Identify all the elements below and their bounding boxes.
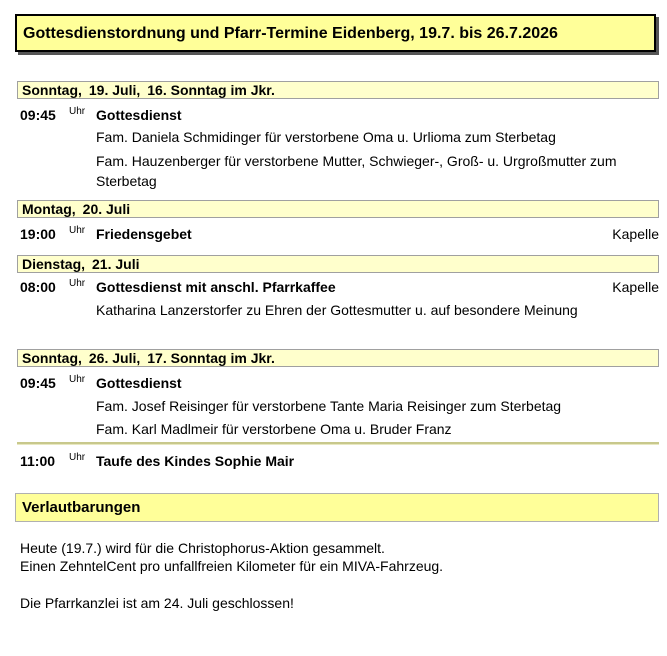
day-weekday: Montag, — [22, 201, 76, 217]
announcements-heading: Verlautbarungen — [15, 493, 659, 522]
event-time: 11:00 — [20, 453, 56, 469]
intention-item: Katharina Lanzerstorfer zu Ehren der Gottesmutter u. auf besondere Meinung — [96, 302, 578, 318]
page-title: Gottesdienstordnung und Pfarr-Termine Eidenberg, 19.7. bis 26.7.2026 — [15, 14, 656, 52]
day-date: 21. Juli — [92, 256, 140, 272]
event-title: Gottesdienst — [96, 107, 182, 123]
day-date: 20. Juli — [82, 201, 131, 217]
day-date: 26. Juli, — [88, 350, 141, 366]
uhr-label: Uhr — [69, 225, 86, 236]
day-header-sunday-19 — [17, 81, 659, 99]
event-place: Kapelle — [612, 279, 659, 295]
intention-item: Fam. Josef Reisinger für verstorbene Tante Maria Reisinger zum Sterbetag — [96, 398, 562, 414]
section-divider — [17, 442, 659, 445]
day-weekday: Dienstag, — [22, 256, 86, 272]
event-title: Gottesdienst mit anschl. Pfarrkaffee — [96, 279, 336, 295]
day-header-monday-20 — [17, 200, 659, 218]
day-weekday: Sonntag, — [22, 82, 82, 98]
uhr-label: Uhr — [69, 106, 86, 117]
intention-item: Fam. Hauzenberger für verstorbene Mutter, Schwieger-, Groß- u. Urgroßmutter zum Sterbetag — [96, 153, 617, 189]
event-time: 08:00 — [20, 279, 56, 295]
day-weekday: Sonntag, — [22, 350, 82, 366]
day-extra: 17. Sonntag im Jkr. — [147, 350, 275, 366]
intention-item: Fam. Karl Madlmeir für verstorbene Oma u. Bruder Franz — [96, 421, 452, 437]
day-extra: 16. Sonntag im Jkr. — [147, 82, 275, 98]
uhr-label: Uhr — [69, 374, 86, 385]
day-header-tuesday-21 — [17, 255, 659, 273]
announcement-line: Einen ZehntelCent pro unfallfreien Kilometer für ein MIVA-Fahrzeug. — [20, 558, 444, 574]
event-time: 19:00 — [20, 226, 56, 242]
announcement-line: Die Pfarrkanzlei ist am 24. Juli geschlossen! — [20, 595, 294, 611]
uhr-label: Uhr — [69, 278, 86, 289]
event-time: 09:45 — [20, 375, 56, 391]
event-title: Gottesdienst — [96, 375, 182, 391]
intention-item: Fam. Daniela Schmidinger für verstorbene Oma u. Urlioma zum Sterbetag — [96, 129, 556, 145]
event-title: Taufe des Kindes Sophie Mair — [96, 453, 295, 469]
event-title: Friedensgebet — [96, 226, 192, 242]
event-place: Kapelle — [612, 226, 659, 242]
uhr-label: Uhr — [69, 452, 86, 463]
announcement-line: Heute (19.7.) wird für die Christophorus-Aktion gesammelt. — [20, 540, 385, 556]
event-time: 09:45 — [20, 107, 56, 123]
day-date: 19. Juli, — [88, 82, 141, 98]
day-header-sunday-26 — [17, 349, 659, 367]
